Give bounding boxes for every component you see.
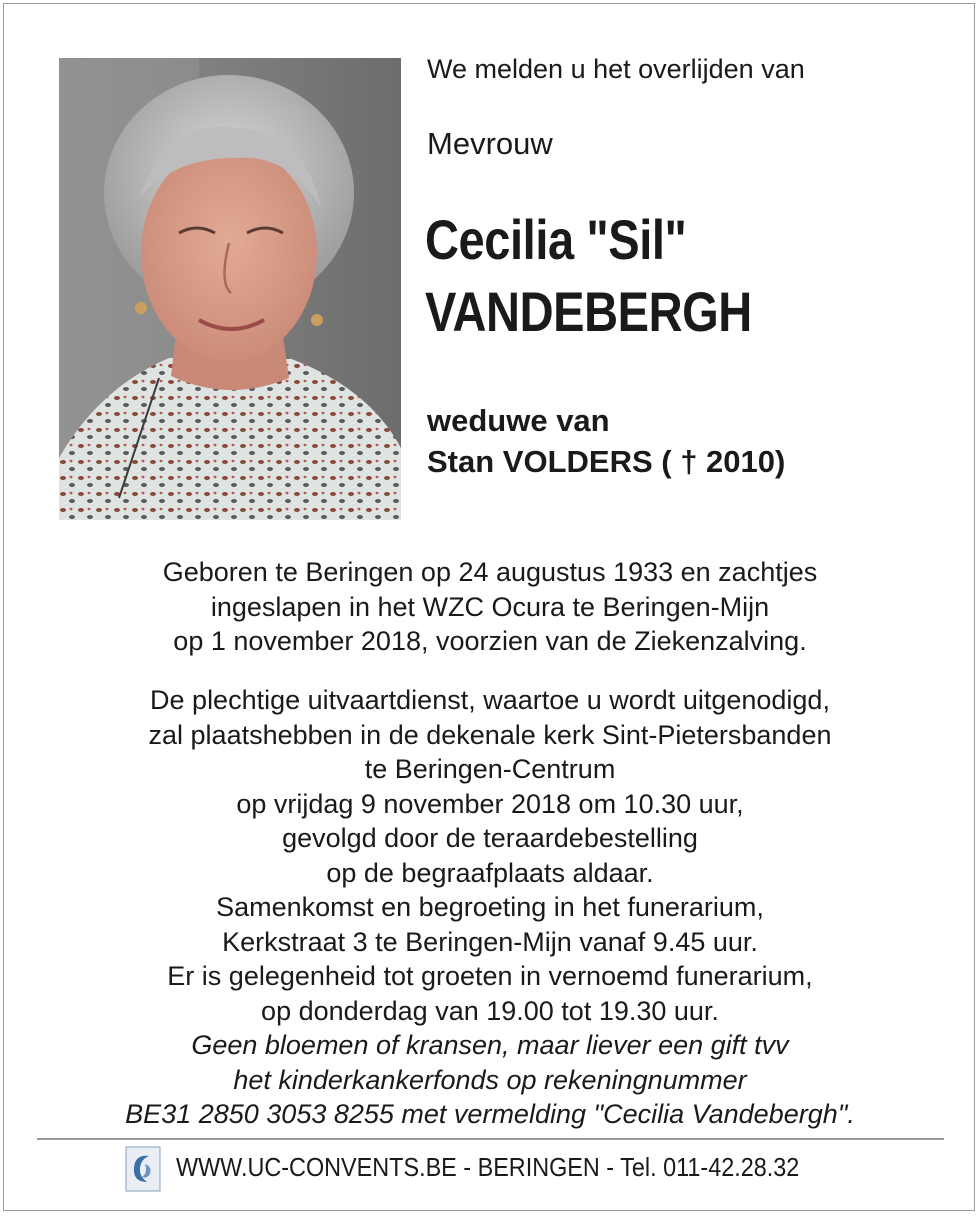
text-line: Er is gelegenheid tot groeten in vernoemd funerarium, <box>167 961 813 991</box>
portrait-photo <box>59 58 401 520</box>
honorific: Mevrouw <box>427 126 553 161</box>
text-line: zal plaatshebben in de dekenale kerk Sint-Pietersbanden <box>148 719 832 750</box>
text-line: op 1 november 2018, voorzien van de Ziekenzalving. <box>173 626 807 656</box>
footer-contact: WWW.UC-CONVENTS.BE - BERINGEN - Tel. 011-42.28.32 <box>176 1152 800 1182</box>
footer-divider <box>37 1138 944 1140</box>
spouse-info <box>427 400 785 482</box>
funeral-home-logo-icon <box>125 1146 161 1192</box>
flowers-note-line: het kinderkankerfonds op rekeningnummer <box>233 1064 747 1095</box>
text-line: Geboren te Beringen op 24 augustus 1933 en zachtjes <box>162 557 818 587</box>
spouse-line-2: Stan VOLDERS ( † 2010) <box>427 444 786 479</box>
service-paragraph <box>20 683 960 1132</box>
text-line: gevolgd door de teraardebestelling <box>282 823 698 853</box>
flowers-note-line: Geen bloemen of kransen, maar liever een gift tvv <box>191 1030 789 1060</box>
name-line-1: Cecilia "Sil" <box>425 208 687 271</box>
birth-paragraph <box>20 555 960 659</box>
intro-text: We melden u het overlijden van <box>427 54 805 84</box>
name-line-2: VANDEBERGH <box>425 280 752 343</box>
flowers-note-line: BE31 2850 3053 8255 met vermelding "Cecilia Vandebergh". <box>125 1099 855 1129</box>
text-line: op donderdag van 19.00 tot 19.30 uur. <box>261 995 719 1026</box>
text-line: op vrijdag 9 november 2018 om 10.30 uur, <box>236 788 744 819</box>
deceased-name <box>425 204 752 348</box>
text-line: te Beringen-Centrum <box>364 754 616 784</box>
text-line: De plechtige uitvaartdienst, waartoe u wordt uitgenodigd, <box>150 685 830 715</box>
text-line: Samenkomst en begroeting in het funerarium, <box>216 892 764 922</box>
spouse-line-1: weduwe van <box>427 403 610 438</box>
text-line: ingeslapen in het WZC Ocura te Beringen-Mijn <box>210 591 770 622</box>
text-line: Kerkstraat 3 te Beringen-Mijn vanaf 9.45 uur. <box>222 926 758 957</box>
text-line: op de begraafplaats aldaar. <box>326 857 654 888</box>
